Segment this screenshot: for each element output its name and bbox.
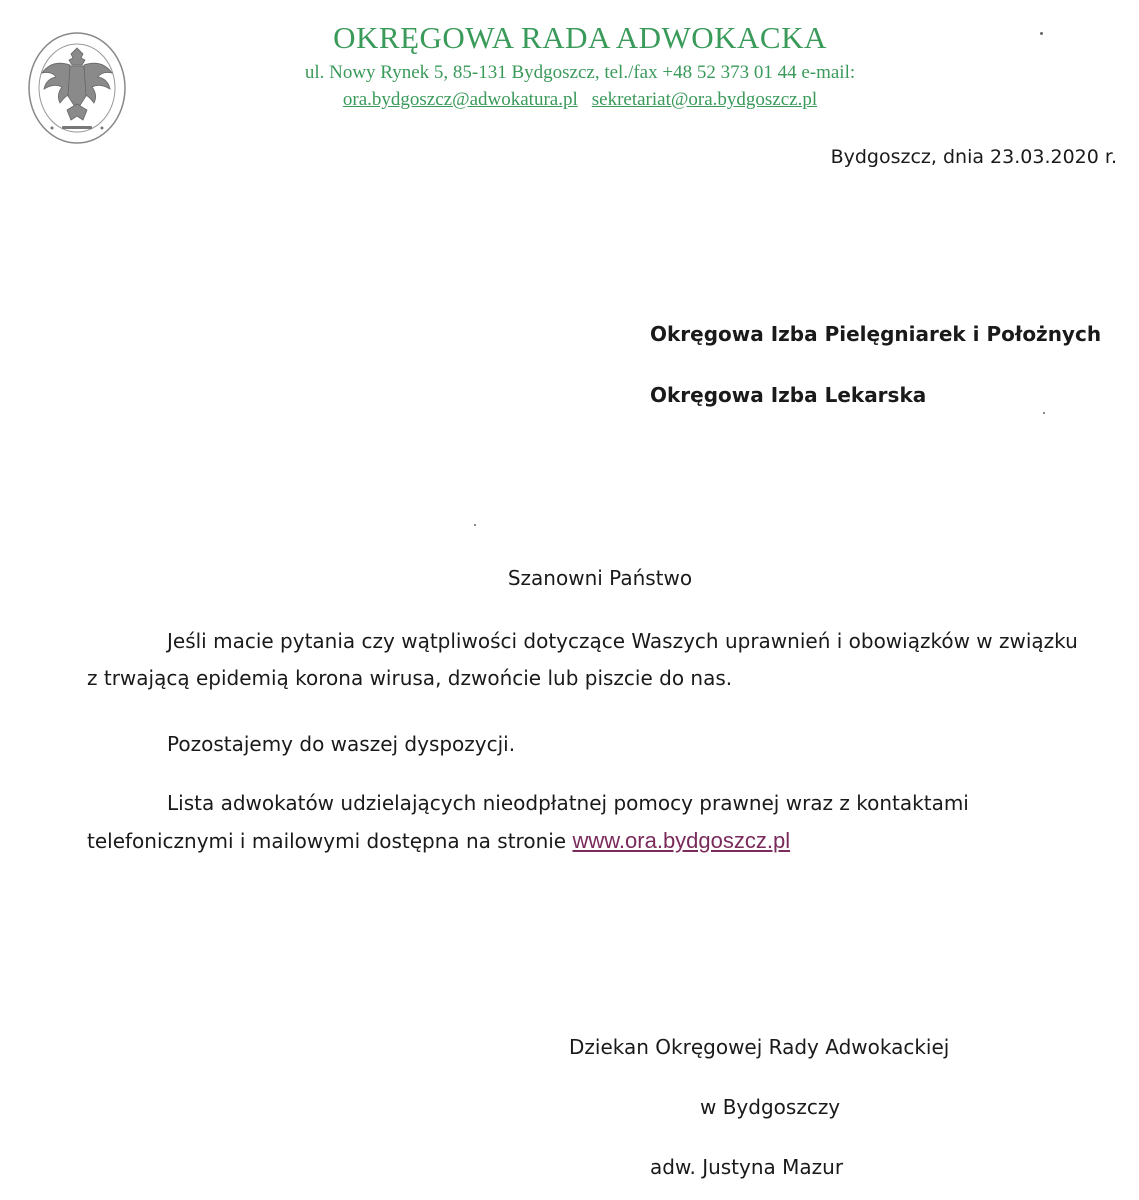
scan-speck [474,524,476,526]
email-link-adwokatura[interactable]: ora.bydgoszcz@adwokatura.pl [342,89,578,110]
signature-name: adw. Justyna Mazur [650,1155,844,1179]
paragraph-availability: Pozostajemy do waszej dyspozycji. [167,732,516,756]
recipient-nurses-chamber: Okręgowa Izba Pielęgniarek i Położnych [650,322,1102,346]
paragraph-questions: Jeśli macie pytania czy wątpliwości dotyczące Waszych uprawnień i obowiązków w związku z trwającą epidemią korona wirusa, dzwońcie lub piszcie do nas. [87,629,1078,690]
letterhead-address: ul. Nowy Rynek 5, 85-131 Bydgoszcz, tel./fax +48 52 373 01 44 e-mail: [304,62,856,83]
salutation: Szanowni Państwo [507,566,693,590]
letterhead-emails [250,89,910,111]
recipient-medical-chamber: Okręgowa Izba Lekarska [650,383,927,407]
signature-city: w Bydgoszczy [700,1095,841,1119]
signature-title: Dziekan Okręgowej Rady Adwokackiej [569,1035,950,1059]
paragraph-lawyer-list: Lista adwokatów udzielających nieodpłatnej pomocy prawnej wraz z kontaktami telefonicznymi i mailowymi dostępna na stronie www.ora.bydgoszcz.pl [87,791,969,853]
email-link-sekretariat[interactable]: sekretariat@ora.bydgoszcz.pl [591,89,818,110]
letterhead-title: OKRĘGOWA RADA ADWOKACKA [333,20,827,55]
website-link[interactable]: www.ora.bydgoszcz.pl [572,828,791,853]
scan-speck [1043,412,1045,414]
eagle-seal-icon [22,18,132,148]
letter-date: Bydgoszcz, dnia 23.03.2020 r. [830,146,1117,168]
scan-speck [1040,32,1043,35]
